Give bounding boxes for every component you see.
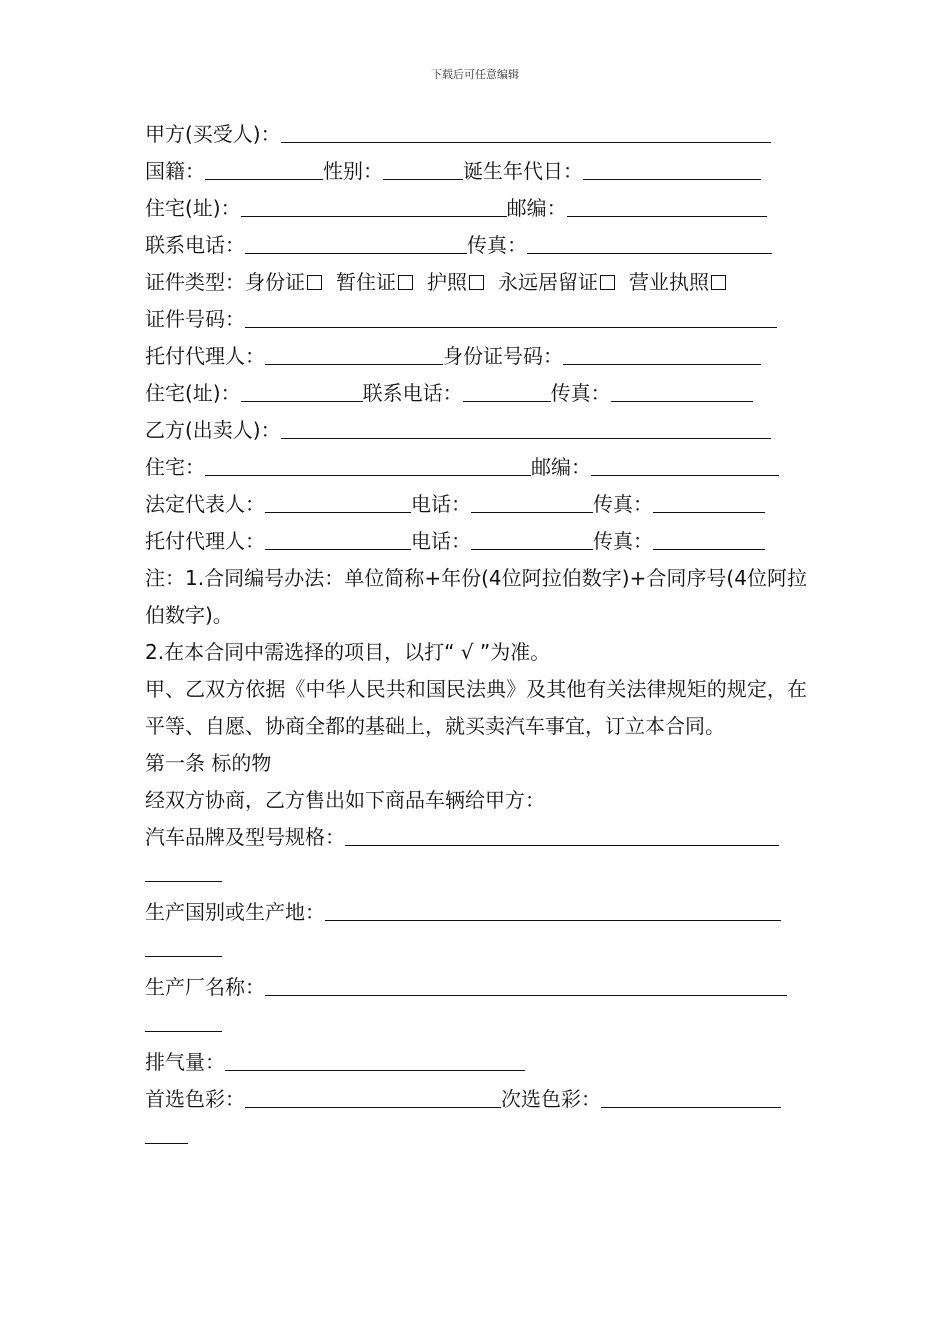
party-b-phone-blank[interactable]: [471, 489, 593, 513]
agent-address-blank[interactable]: [241, 378, 363, 402]
id-card-checkbox[interactable]: [307, 275, 322, 290]
party-a-address-row: [145, 190, 807, 227]
note-2: 2.在本合同中需选择的项目，以打“ √ ”为准。: [145, 640, 551, 664]
postcode-blank[interactable]: [567, 193, 767, 217]
displacement-blank[interactable]: [225, 1047, 525, 1071]
party-b-address-row: [145, 449, 807, 486]
id-type-option: 永远居留证: [498, 270, 598, 294]
passport-checkbox[interactable]: [469, 275, 484, 290]
business-license-checkbox[interactable]: [711, 275, 726, 290]
displacement-row: [145, 1044, 807, 1081]
party-b-title: 乙方(出卖人)：: [145, 418, 281, 442]
color-row: [145, 1081, 807, 1118]
address-label: 住宅(址)：: [145, 196, 241, 220]
fax-blank[interactable]: [527, 230, 772, 254]
agent-label: 托付代理人：: [145, 344, 265, 368]
address-blank[interactable]: [241, 193, 507, 217]
agent-phone-blank[interactable]: [463, 378, 551, 402]
party-b-name-blank[interactable]: [281, 415, 771, 439]
id-type-option: 护照: [427, 270, 467, 294]
article-1-title: 第一条 标的物: [145, 751, 272, 775]
manufacturer-row: [145, 969, 807, 1006]
agent-id-label: 身份证号码：: [443, 344, 563, 368]
party-a-agent-row: [145, 338, 807, 375]
party-b-title-row: [145, 412, 807, 449]
article-1-intro: 经双方协商，乙方售出如下商品车辆给甲方：: [145, 788, 545, 812]
party-b-agent-fax-label: 传真：: [593, 529, 653, 553]
brand-model-blank[interactable]: [345, 822, 779, 846]
agent-address-label: 住宅(址)：: [145, 381, 241, 405]
displacement-label: 排气量：: [145, 1050, 225, 1074]
party-a-title: 甲方(买受人)：: [145, 122, 281, 146]
legal-rep-blank[interactable]: [265, 489, 411, 513]
party-b-agent-blank[interactable]: [265, 526, 411, 550]
color1-blank[interactable]: [245, 1084, 501, 1108]
party-b-agent-label: 托付代理人：: [145, 529, 265, 553]
nationality-label: 国籍：: [145, 159, 205, 183]
manufacturer-blank-continued[interactable]: [145, 1006, 222, 1032]
phone-blank[interactable]: [245, 230, 467, 254]
party-b-phone-label: 电话：: [411, 492, 471, 516]
origin-blank[interactable]: [325, 897, 781, 921]
id-type-label: 证件类型：: [145, 270, 245, 294]
brand-model-label: 汽车品牌及型号规格：: [145, 825, 345, 849]
party-b-legal-rep-row: [145, 486, 807, 523]
agent-id-blank[interactable]: [563, 341, 761, 365]
party-b-postcode-blank[interactable]: [591, 452, 779, 476]
brand-model-row: [145, 819, 807, 856]
legal-rep-label: 法定代表人：: [145, 492, 265, 516]
id-type-option: 身份证: [245, 270, 305, 294]
preamble: 甲、乙双方依据《中华人民共和国民法典》及其他有关法律规矩的规定，在平等、自愿、协商全都的基础上，就买卖汽车事宜，订立本合同。: [145, 677, 807, 738]
party-b-address-label: 住宅：: [145, 455, 205, 479]
origin-label: 生产国别或生产地：: [145, 900, 325, 924]
party-b-agent-fax-blank[interactable]: [653, 526, 765, 550]
id-type-option: 暂住证: [336, 270, 396, 294]
id-number-label: 证件号码：: [145, 307, 245, 331]
gender-blank[interactable]: [383, 156, 463, 180]
page-header: 下载后可任意编辑: [431, 68, 519, 81]
id-type-option: 营业执照: [629, 270, 709, 294]
party-b-agent-phone-blank[interactable]: [471, 526, 593, 550]
origin-row: [145, 894, 807, 931]
party-b-postcode-label: 邮编：: [531, 455, 591, 479]
agent-fax-blank[interactable]: [611, 378, 753, 402]
postcode-label: 邮编：: [506, 196, 567, 220]
party-a-agent-contact-row: [145, 375, 807, 412]
birthdate-blank[interactable]: [583, 156, 761, 180]
agent-fax-label: 传真：: [550, 381, 611, 405]
fax-label: 传真：: [467, 233, 527, 257]
color2-blank[interactable]: [601, 1084, 781, 1108]
party-b-fax-blank[interactable]: [653, 489, 765, 513]
phone-label: 联系电话：: [145, 233, 245, 257]
color2-blank-continued[interactable]: [145, 1118, 188, 1144]
id-number-blank[interactable]: [245, 304, 777, 328]
party-a-title-row: [145, 116, 807, 153]
temp-residence-checkbox[interactable]: [398, 275, 413, 290]
id-number-row: [145, 301, 807, 338]
nationality-blank[interactable]: [205, 156, 323, 180]
agent-blank[interactable]: [265, 341, 443, 365]
party-a-phone-row: [145, 227, 807, 264]
brand-model-blank-continued[interactable]: [145, 856, 222, 882]
permanent-residence-checkbox[interactable]: [600, 275, 615, 290]
note-1: 注：1.合同编号办法：单位简称+年份(4位阿拉伯数字)+合同序号(4位阿拉伯数字)。: [145, 566, 807, 627]
party-b-fax-label: 传真：: [593, 492, 653, 516]
party-b-agent-row: [145, 523, 807, 560]
color2-label: 次选色彩：: [501, 1087, 601, 1111]
manufacturer-label: 生产厂名称：: [145, 975, 265, 999]
id-type-row: [145, 264, 807, 301]
birthdate-label: 诞生年代日：: [463, 159, 583, 183]
party-a-name-blank[interactable]: [281, 119, 771, 143]
manufacturer-blank[interactable]: [265, 972, 787, 996]
party-b-address-blank[interactable]: [205, 452, 531, 476]
color1-label: 首选色彩：: [145, 1087, 245, 1111]
party-b-agent-phone-label: 电话：: [411, 529, 471, 553]
origin-blank-continued[interactable]: [145, 931, 222, 957]
gender-label: 性别：: [323, 159, 383, 183]
contract-body: [145, 116, 807, 1156]
party-a-nationality-row: [145, 153, 807, 190]
agent-phone-label: 联系电话：: [362, 381, 463, 405]
